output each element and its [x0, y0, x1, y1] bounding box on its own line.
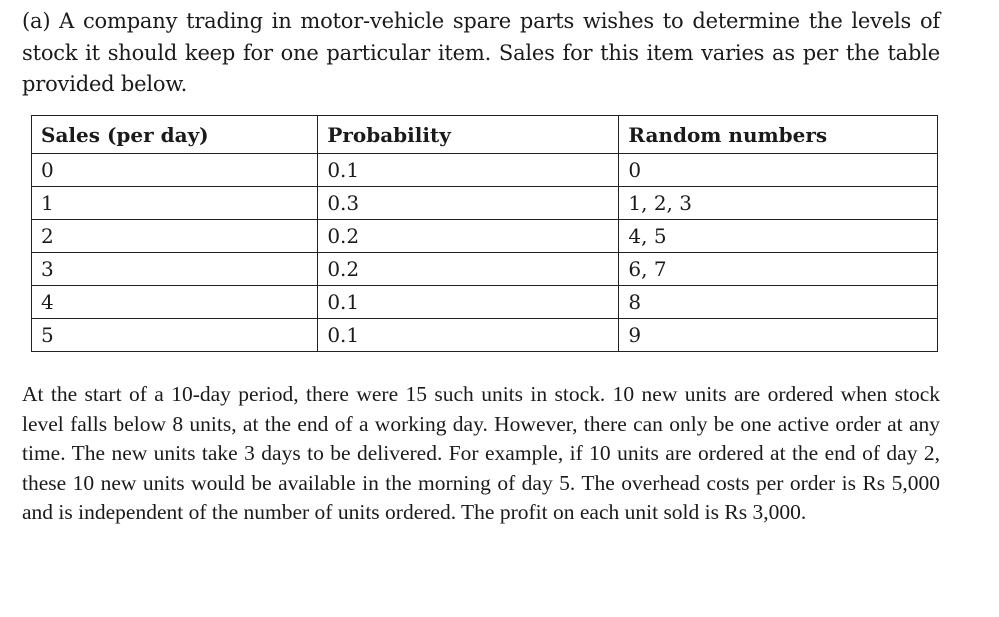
cell-probability: 0.3	[318, 187, 619, 220]
scenario-paragraph: At the start of a 10-day period, there were 15 such units in stock. 10 new units are ordered when stock level falls below 8 units, at the end of a working day. However, there can only be one active order at any time. The new units take 3 days to be delivered. For example, if 10 units are ordered at the end of day 2, these 10 new units would be available in the morning of day 5. The overhead costs per order is Rs 5,000 and is independent of the number of units ordered. The profit on each unit sold is Rs 3,000.	[22, 382, 940, 525]
header-random-numbers: Random numbers	[619, 116, 938, 154]
cell-random-numbers: 8	[619, 286, 938, 319]
cell-sales: 4	[32, 286, 318, 319]
cell-probability: 0.1	[318, 286, 619, 319]
cell-probability: 0.2	[318, 253, 619, 286]
cell-sales: 2	[32, 220, 318, 253]
table-header-row	[32, 116, 938, 154]
cell-random-numbers: 4, 5	[619, 220, 938, 253]
intro-paragraph: (a) A company trading in motor-vehicle spare parts wishes to determine the levels of stock it should keep for one particular item. Sales for this item varies as per the table provided below.	[22, 9, 940, 96]
table-row	[32, 220, 938, 253]
header-sales-per-day: Sales (per day)	[32, 116, 318, 154]
cell-sales: 3	[32, 253, 318, 286]
cell-random-numbers: 6, 7	[619, 253, 938, 286]
header-probability: Probability	[318, 116, 619, 154]
table-row	[32, 154, 938, 187]
cell-probability: 0.2	[318, 220, 619, 253]
cell-random-numbers: 9	[619, 319, 938, 352]
cell-sales: 5	[32, 319, 318, 352]
cell-random-numbers: 1, 2, 3	[619, 187, 938, 220]
table-row	[32, 253, 938, 286]
table-row	[32, 286, 938, 319]
table-row	[32, 319, 938, 352]
cell-probability: 0.1	[318, 319, 619, 352]
cell-sales: 1	[32, 187, 318, 220]
cell-sales: 0	[32, 154, 318, 187]
table-row	[32, 187, 938, 220]
cell-random-numbers: 0	[619, 154, 938, 187]
sales-probability-table	[31, 115, 938, 352]
cell-probability: 0.1	[318, 154, 619, 187]
